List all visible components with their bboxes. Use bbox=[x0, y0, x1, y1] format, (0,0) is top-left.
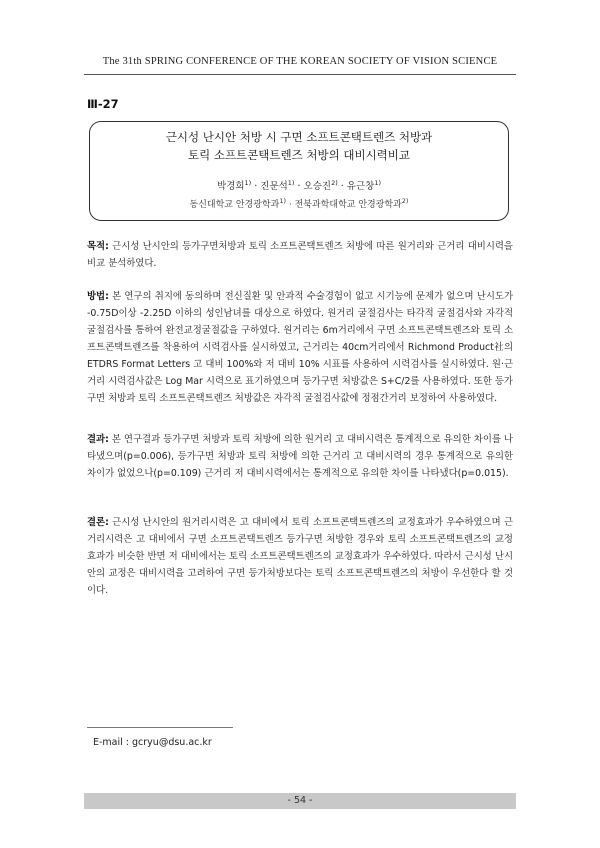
result-text: 본 연구결과 등가구면 처방과 토릭 처방에 의한 원거리 고 대비시력은 통계적으로 유의한 차이를 나타냈으며(p=0.006), 등가구면 처방과 토릭 처방에 의한 근거리 고 대비시력의 경우 통계적으로 유의한 차이가 없었으나(p=0.109) 근거리 저 대비시력에서는 통계적으로 유의한 차이를 나타냈다(p=0.015). bbox=[87, 434, 513, 479]
method-text: 본 연구의 취지에 동의하며 전신질환 및 안과적 수술경험이 없고 시기능에 문제가 없으며 난시도가 -0.75D이상 -2.25D 이하의 성인남녀를 대상으로 하였다. 원거리 굴절검사는 타각적 굴절검사와 자각적 굴절검사를 통하여 완전교정굴절값을 구하였다. 원거리는 6m거리에서 구면 소프트콘택트렌즈와 토릭 소프트콘택트렌즈를 착용하여 시력검사를 실시하였고, 근거리는 40cm거리에서 Richmond Product社의 ETDRS Format Letters 고 대비 100%와 저 대비 10% 시표를 사용하여 시력검사를 실시하였다. 원·근거리 시력검사값은 Log Mar 시력으로 표기하였으며 등가구면 처방값은 S+C/2를 사용하였다. 또한 등가구면 처방과 토릭 소프트콘택트렌즈 처방값은 자각적 굴절검사값에 정점간거리 보정하여 사용하였다. bbox=[87, 291, 513, 404]
email-footnote: E-mail : gcryu@dsu.ac.kr bbox=[93, 737, 212, 748]
title-line-2: 토릭 소프트콘택트렌즈 처방의 대비시력비교 bbox=[187, 148, 411, 162]
abstract-id: Ⅲ-27 bbox=[87, 97, 119, 111]
author-separator: · bbox=[294, 181, 304, 192]
conclusion-section bbox=[87, 514, 513, 599]
conclusion-label: 결론: bbox=[87, 517, 109, 528]
affiliation-separator: · bbox=[286, 200, 295, 210]
method-section bbox=[87, 288, 513, 407]
author-affil-mark: 1) bbox=[374, 178, 381, 187]
result-label: 결과: bbox=[87, 434, 109, 445]
author-name: 박경희 bbox=[217, 181, 245, 192]
purpose-label: 목적: bbox=[87, 241, 109, 252]
title-box bbox=[89, 121, 509, 221]
result-section bbox=[87, 431, 513, 482]
title-line-1: 근시성 난시안 처방 시 구면 소프트콘택트렌즈 처방과 bbox=[165, 130, 433, 144]
conference-header: The 31th SPRING CONFERENCE OF THE KOREAN SOCIETY OF VISION SCIENCE bbox=[102, 56, 498, 67]
affiliation-name: 동신대학교 안경광학과 bbox=[189, 200, 280, 210]
author-separator: · bbox=[337, 181, 347, 192]
page-number-bar bbox=[84, 793, 516, 809]
affiliation-mark: 1) bbox=[279, 197, 286, 205]
footnote-divider bbox=[87, 727, 233, 728]
page-number: - 54 - bbox=[287, 795, 313, 806]
author-name: 진문석 bbox=[260, 181, 288, 192]
affiliation-list bbox=[90, 197, 508, 210]
author-affil-mark: 1) bbox=[287, 178, 295, 187]
affiliation-name: 전북과학대학교 안경광학과 bbox=[294, 200, 402, 210]
header-divider bbox=[84, 74, 516, 75]
conclusion-text: 근시성 난시안의 원거리시력은 고 대비에서 토릭 소프트콘택트렌즈의 교정효과가 우수하였으며 근거리시력은 고 대비에서 구면 소프트콘택트렌즈 등가구면 처방한 경우와 토릭 소프트콘택트렌즈의 교정효과가 비슷한 반면 저 대비에서는 토릭 소프트콘택트렌즈의 교정효과가 우수하였다. 따라서 근시성 난시안의 교정은 대비시력을 고려하여 구면 등가처방보다는 토릭 소프트콘택트렌즈의 처방이 우선한다 할 것이다. bbox=[87, 517, 513, 596]
purpose-text: 근시성 난시안의 등가구면처방과 토릭 소프트콘택트렌즈 처방에 따른 원거리와 근거리 대비시력을 비교 분석하였다. bbox=[87, 241, 513, 269]
method-label: 방법: bbox=[87, 291, 109, 302]
affiliation-mark: 2) bbox=[401, 197, 409, 205]
author-affil-mark: 1) bbox=[244, 178, 252, 187]
author-separator: · bbox=[251, 181, 261, 192]
author-affil-mark: 2) bbox=[331, 178, 338, 187]
author-list bbox=[90, 178, 508, 192]
purpose-section bbox=[87, 238, 513, 272]
author-name: 오승진 bbox=[303, 181, 332, 192]
author-name: 유근창 bbox=[346, 181, 375, 192]
